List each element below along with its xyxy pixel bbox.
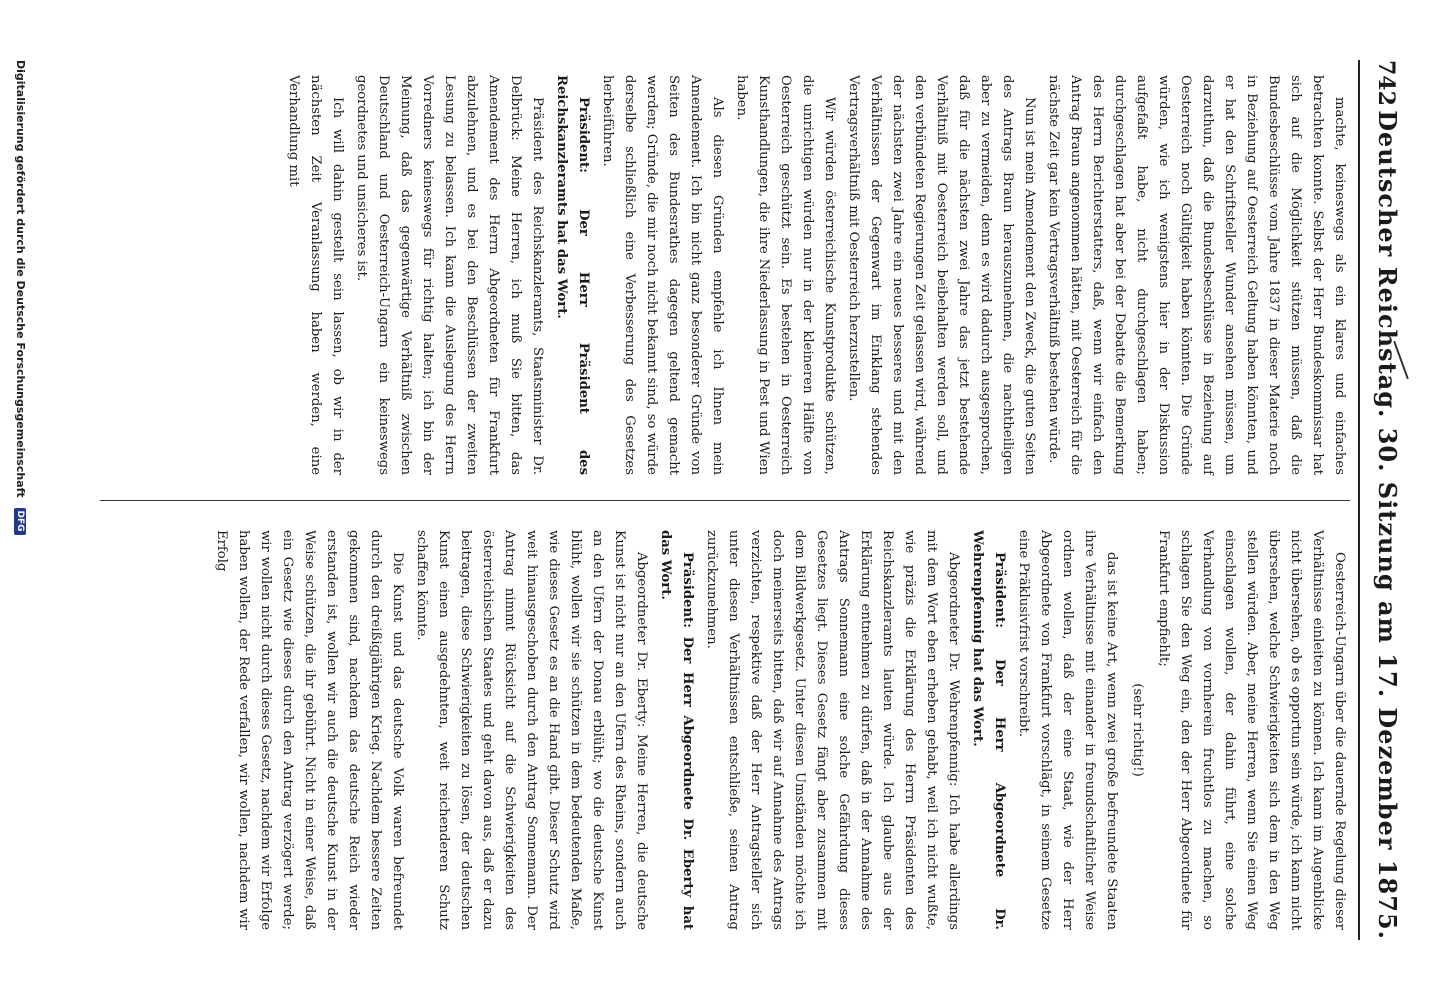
- running-title: Deutscher Reichstag. 30. Sitzung am 17. Dezember 1875.: [1373, 110, 1402, 940]
- right-column: [208, 530, 1350, 930]
- paragraph: Ich will dahin gestellt sein lassen, ob wir in der nächsten Zeit Veranlassung haben werden, eine Verhandlung mit: [286, 75, 345, 475]
- paragraph: Als diesen Gründen empfehle ich Ihnen mein Amendement. Ich bin nicht ganz besonderer Gründe von Seiten des Bundesrathes dagegen geltend gemacht werden; Gründe, die mir noch nicht bekannt sind, so würde derselbe schließlich eine Verbesserung des Gesetzes herbeiführen.: [600, 75, 725, 475]
- paragraph: Die Kunst und das deutsche Volk waren befreundet durch den dreißigjährigen Krieg. Nachdem bessere Zeiten gekommen sind, nachdem das deutsche Reich wieder erstanden ist, wollen wir auch die deutsche Kunst in der Weise schützen, die ihr gebührt. Nicht in einer Weise, daß ein Gesetz wie dieses durch den Antrag verzögert werde; wir wollen nicht durch dieses Gesetz, nachdem wir Erfolge haben wollen, der Rede verfallen, wir wollen, nachdem wir Erfolg: [214, 530, 405, 930]
- speaker-line: Präsident: Der Herr Abgeordnete Dr. Wehrenpfennig hat das Wort.: [970, 530, 1007, 930]
- paragraph: Nun ist mein Amendement den Zweck, die guten Seiten des Antrags Braun herauszunehmen, die nachtheiligen aber zu vermeiden, denn es wird dadurch ausgesprochen, daß für die nächsten zwei Jahre das jetzt bestehende Verhältniß mit Oesterreich beibehalten werden soll, und den verbündeten Regierungen Zeit gelassen wird, während der nächsten zwei Jahre ein neues besseres und mit den Verhältnissen der Gegenwart im Einklang stehendes Vertragsverhältniß mit Oesterreich herzustellen.: [846, 75, 1037, 475]
- interjection: (sehr richtig!): [1130, 683, 1145, 777]
- speaker-line: Präsident: Der Herr Abgeordnete Dr. Eberty hat das Wort.: [658, 530, 695, 930]
- paragraph: Präsident des Reichskanzleramts, Staatsminister Dr. Delbrück: Meine Herren, ich muß Sie bitten, das Amendement des Herrn Abgeordneten für Frankfurt abzulehnen, und es bei den Beschlüssen der zweiten Lesung zu belassen. Ich kann die Auslegung des Herrn Vorredners keineswegs für richtig halten; ich bin der Meinung, daß das gegenwärtige Verhältniß zwischen Deutschland und Oesterreich-Ungarn ein keineswegs geordnetes und unsicheres ist.: [354, 75, 545, 475]
- digitization-credit: [14, 60, 27, 535]
- paragraph: Wir würden österreichische Kunstprodukte schützen, die unrichtigen würden nur in der kleineren Hälfte von Oesterreich geschützt sein. Es bestehen in Oesterreich Kunsthandlungen, die ihre Niederlassung in Pest und Wien haben.: [734, 75, 837, 475]
- dfg-logo-icon: DFG: [14, 508, 26, 535]
- paragraph: Abgeordneter Dr. Wehrenpfennig: Ich habe allerdings mit dem Wort eben erheben gehabt, weil ich nicht wußte, wie präzis die Erklärung des Herrn Präsidenten des Reichskanzleramts lauten würde. Ich glaube aus der Erklärung entnehmen zu dürfen, daß in der Annahme des Antrags Sonnemann eine solche Gefährdung dieses Gesetzes liegt. Dieses Gesetz fängt aber zusammen mit dem Bildwerkgesetz. Unter diesen Umständen möchte ich doch meinerseits bitten, daß wir auf Annahme des Antrags verzichten, respektive daß der Herr Antragsteller sich unter diesen Verhältnissen entschließe, seinen Antrag zurückzunehmen.: [704, 530, 961, 930]
- page-number: 742: [1373, 60, 1399, 106]
- paragraph: das ist keine Art, wenn zwei große befreundete Staaten ihre Verhältnisse mit einander in freundschaftlicher Weise ordnen wollen, daß der eine Staat, wie der Herr Abgeordnete von Frankfurt vorschlägt, in seinem Gesetze eine Präklusivfrist vorschreibt.: [1016, 530, 1119, 930]
- column-divider: [100, 500, 1350, 501]
- paragraph: Abgeordneter Dr. Eberty: Meine Herren, die deutsche Kunst ist nicht nur an den Ufern des Rheins, sondern auch an den Ufern der Donau erblüht; wo die deutsche Kunst blüht, wollen wir sie schützen in dem bedeutenden Maße, wie dieses Gesetz es an die Hand gibt. Dieser Schutz wird weit hinausgeschoben durch den Antrag Sonnemann. Der Antrag nimmt Rücksicht auf die Schwierigkeiten des österreichischen Staates und geht davon aus, daß er dazu beitragen, diese Schwierigkeiten zu lösen, der deutschen Kunst einen ausgedehnten, weit reichenderen Schutz schaffen könnte.: [414, 530, 649, 930]
- credit-text: Digitalisierung gefördert durch die Deutsche Forschungsgemeinschaft: [14, 60, 27, 498]
- page-header: [1362, 60, 1402, 940]
- speaker-line: Präsident: Der Herr Präsident des Reichskanzleramts hat das Wort.: [554, 75, 591, 475]
- paragraph: machte, keineswegs als ein klares und einfaches betrachten konnte. Selbst der Herr Bundeskommissar hat sich auf die Möglichkeit stützen müssen, daß die Bundesbeschlüsse vom Jahre 1837 in dieser Materie noch in Beziehung auf Oesterreich Geltung haben könnten, und er hat den Schriftsteller Wunder ansehen müssen, um darzuthun, daß die Bundesbeschlüsse in Beziehung auf Oesterreich noch Gültigkeit haben könnten. Die Gründe würden, wie ich wenigstens hier in der Diskussion aufgefaßt habe, nicht durchgeschlagen haben; durchgeschlagen hat aber bei der Debatte die Bemerkung des Herrn Berichterstatters, daß, wenn wir einfach den Antrag Braun angenommen hätten, mit Oesterreich für die nächste Zeit gar kein Vertragsverhältniß bestehen würde.: [1046, 75, 1347, 475]
- header-rule: [1358, 60, 1360, 940]
- paragraph: Oesterreich-Ungarn über die dauernde Regelung dieser Verhältnisse einleiten zu können. Ich kann im Augenblicke nicht übersehen, ob es opportun sein würde, ich kann nicht übersehen, welche Schwierigkeiten sich dem in den Weg stellen würden. Aber, meine Herren, wenn Sie einen Weg einschlagen wollen, der dahin führt, eine solche Verhandlung von vornherein fruchtlos zu machen, so schlagen Sie den Weg ein, den der Herr Abgeordnete für Frankfurt empfiehlt;: [1156, 530, 1347, 930]
- left-column: [280, 75, 1350, 475]
